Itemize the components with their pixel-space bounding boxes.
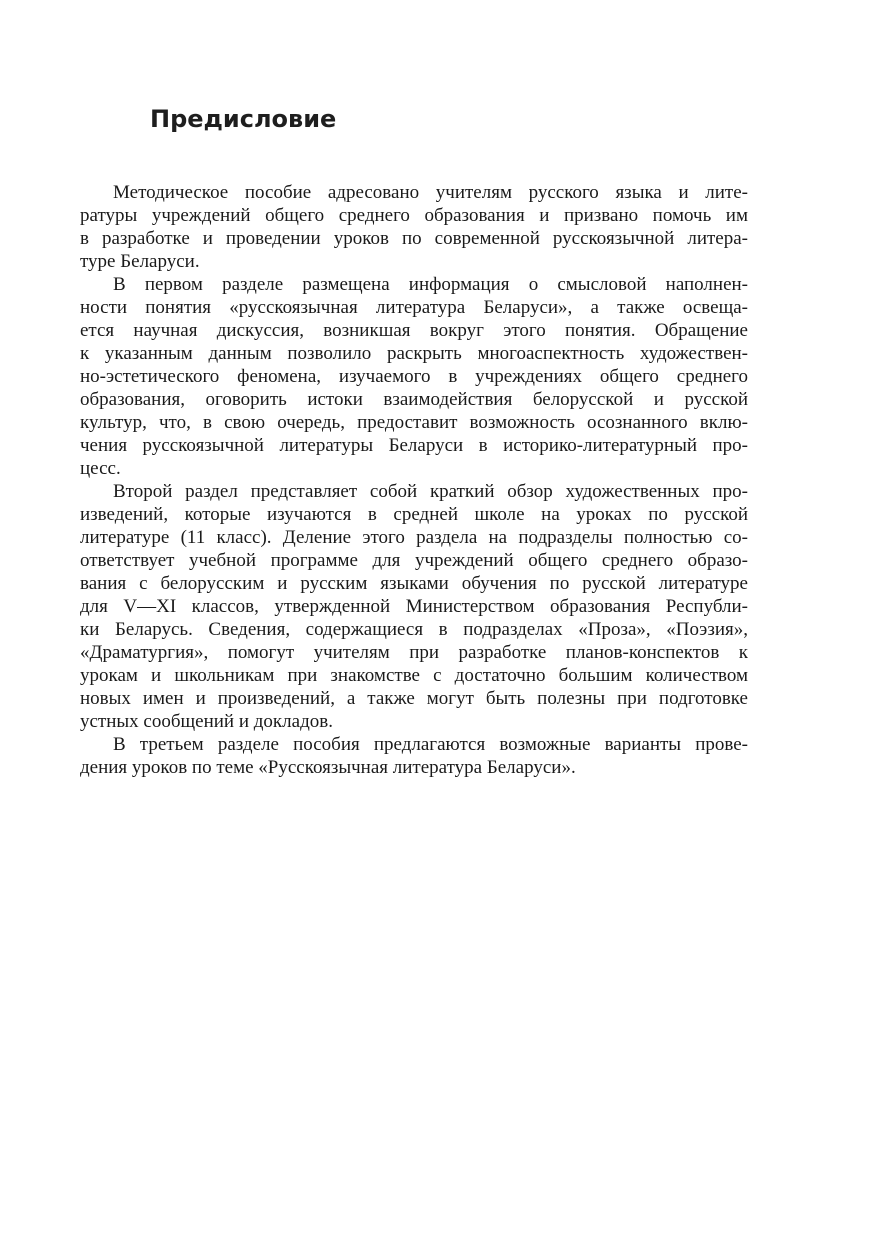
- text-line: В первом разделе размещена информация о смысловой наполнен-: [113, 274, 748, 295]
- text-line: ратуры учреждений общего среднего образования и призвано помочь им: [80, 205, 748, 226]
- text-line: литературе (11 класс). Деление этого раздела на подразделы полностью со-: [80, 527, 748, 548]
- paragraph: [80, 733, 748, 779]
- text-line: Методическое пособие адресовано учителям русского языка и лите-: [113, 182, 748, 203]
- text-line: «Драматургия», помогут учителям при разработке планов-конспектов к: [80, 642, 748, 663]
- text-line: ется научная дискуссия, возникшая вокруг этого понятия. Обращение: [80, 320, 748, 341]
- text-line: вания с белорусским и русским языками обучения по русской литературе: [80, 573, 748, 594]
- text-line: образования, оговорить истоки взаимодействия белорусской и русской: [80, 389, 748, 410]
- text-line: урокам и школьникам при знакомстве с достаточно большим количеством: [80, 665, 748, 686]
- text-line: ответствует учебной программе для учреждений общего среднего образо-: [80, 550, 748, 571]
- text-line: ности понятия «русскоязычная литература Беларуси», а также освеща-: [80, 297, 748, 318]
- preface-text: [80, 181, 748, 779]
- paragraph: [80, 480, 748, 733]
- paragraph: [80, 273, 748, 480]
- text-line: туре Беларуси.: [80, 251, 200, 272]
- text-line: для V—XI классов, утвержденной Министерством образования Республи-: [80, 596, 748, 617]
- text-line: к указанным данным позволило раскрыть многоаспектность художествен-: [80, 343, 748, 364]
- text-line: дения уроков по теме «Русскоязычная литература Беларуси».: [80, 757, 576, 778]
- text-line: ки Беларусь. Сведения, содержащиеся в подразделах «Проза», «Поэзия»,: [80, 619, 748, 640]
- text-line: изведений, которые изучаются в средней школе на уроках по русской: [80, 504, 748, 525]
- text-line: но-эстетического феномена, изучаемого в учреждениях общего среднего: [80, 366, 748, 387]
- text-line: В третьем разделе пособия предлагаются возможные варианты прове-: [113, 734, 748, 755]
- text-line: цесс.: [80, 458, 121, 479]
- text-line: устных сообщений и докладов.: [80, 711, 333, 732]
- text-line: чения русскоязычной литературы Беларуси в историко-литературный про-: [80, 435, 748, 456]
- text-line: Второй раздел представляет собой краткий обзор художественных про-: [113, 481, 748, 502]
- paragraph: [80, 181, 748, 273]
- text-line: новых имен и произведений, а также могут быть полезны при подготовке: [80, 688, 748, 709]
- text-line: культур, что, в свою очередь, предоставит возможность осознанного вклю-: [80, 412, 748, 433]
- text-line: в разработке и проведении уроков по современной русскоязычной литера-: [80, 228, 748, 249]
- page-title: Предисловие: [150, 105, 337, 133]
